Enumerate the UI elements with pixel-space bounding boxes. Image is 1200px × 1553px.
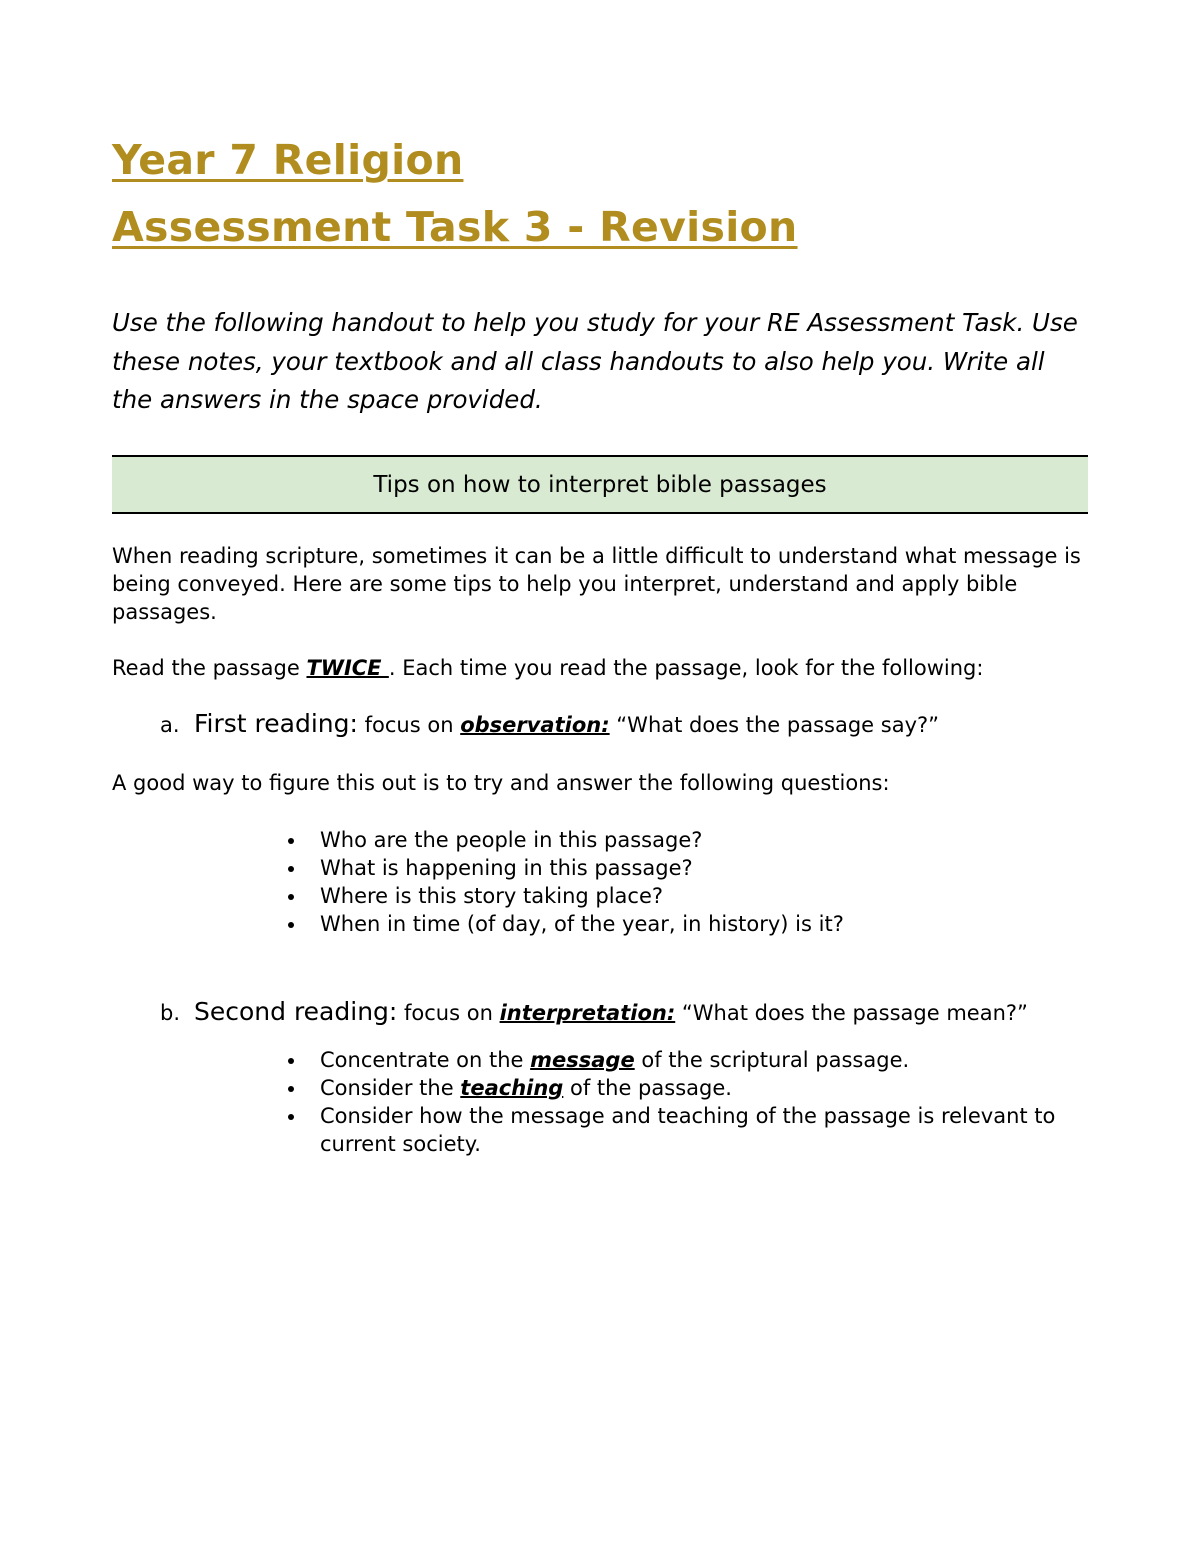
list-item xyxy=(320,910,1090,938)
intro-paragraph: When reading scripture, sometimes it can be a little difficult to understand what message is being conveyed. Here are some tips to help you interpret, understand and apply bible passages. xyxy=(112,544,1081,624)
item-text: Concentrate on the xyxy=(320,1048,531,1072)
interpretation-term: interpretation: xyxy=(499,1001,676,1025)
interpretation-list xyxy=(320,1046,1090,1158)
list-item xyxy=(320,854,1090,882)
bullet-icon xyxy=(288,1114,294,1120)
questions-intro: A good way to figure this out is to try and answer the following questions: xyxy=(112,771,890,795)
observation-questions-list xyxy=(320,826,1090,938)
question-text: Who are the people in this passage? xyxy=(320,828,703,852)
first-reading-focus: focus on xyxy=(357,713,461,737)
list-item xyxy=(320,1102,1090,1158)
bullet-icon xyxy=(288,894,294,900)
message-emphasis: message xyxy=(530,1048,635,1072)
item-text: of the passage. xyxy=(563,1076,732,1100)
observation-term: observation: xyxy=(460,713,610,737)
bullet-icon xyxy=(288,866,294,872)
item-text: of the scriptural passage. xyxy=(634,1048,910,1072)
document-subtitle: Assessment Task 3 - Revision xyxy=(112,203,798,251)
list-item xyxy=(320,882,1090,910)
second-reading-question: “What does the passage mean?” xyxy=(675,1001,1028,1025)
item-text: Consider the xyxy=(320,1076,461,1100)
question-text: Where is this story taking place? xyxy=(320,884,664,908)
section-banner: Tips on how to interpret bible passages xyxy=(112,455,1088,514)
list-marker-b: b. xyxy=(160,1001,181,1025)
bullet-icon xyxy=(288,1086,294,1092)
first-reading-item xyxy=(160,709,939,738)
bullet-icon xyxy=(288,922,294,928)
first-reading-question: “What does the passage say?” xyxy=(609,713,940,737)
second-reading-heading: Second reading: xyxy=(194,997,398,1026)
list-item xyxy=(320,1074,1090,1102)
teaching-emphasis: teaching xyxy=(460,1076,564,1100)
bullet-icon xyxy=(288,838,294,844)
intro-instructions: Use the following handout to help you study for your RE Assessment Task. Use these notes, your textbook and all class handouts to also help you. Write all the answers in the space provided. xyxy=(112,308,1078,414)
twice-emphasis: TWICE xyxy=(306,656,389,680)
second-reading-item xyxy=(160,997,1028,1026)
list-item xyxy=(320,826,1090,854)
read-twice-paragraph xyxy=(112,654,1089,682)
read-twice-text-before: Read the passage xyxy=(112,656,307,680)
first-reading-heading: First reading: xyxy=(194,709,358,738)
bullet-icon xyxy=(288,1058,294,1064)
list-marker-a: a. xyxy=(160,713,180,737)
read-twice-text-after: . Each time you read the passage, look for the following: xyxy=(388,656,984,680)
document-title: Year 7 Religion xyxy=(112,136,464,184)
list-item xyxy=(320,1046,1090,1074)
second-reading-focus: focus on xyxy=(397,1001,500,1025)
question-text: What is happening in this passage? xyxy=(320,856,693,880)
question-text: When in time (of day, of the year, in history) is it? xyxy=(320,912,844,936)
item-text: Consider how the message and teaching of the passage is relevant to current society. xyxy=(320,1104,1056,1156)
